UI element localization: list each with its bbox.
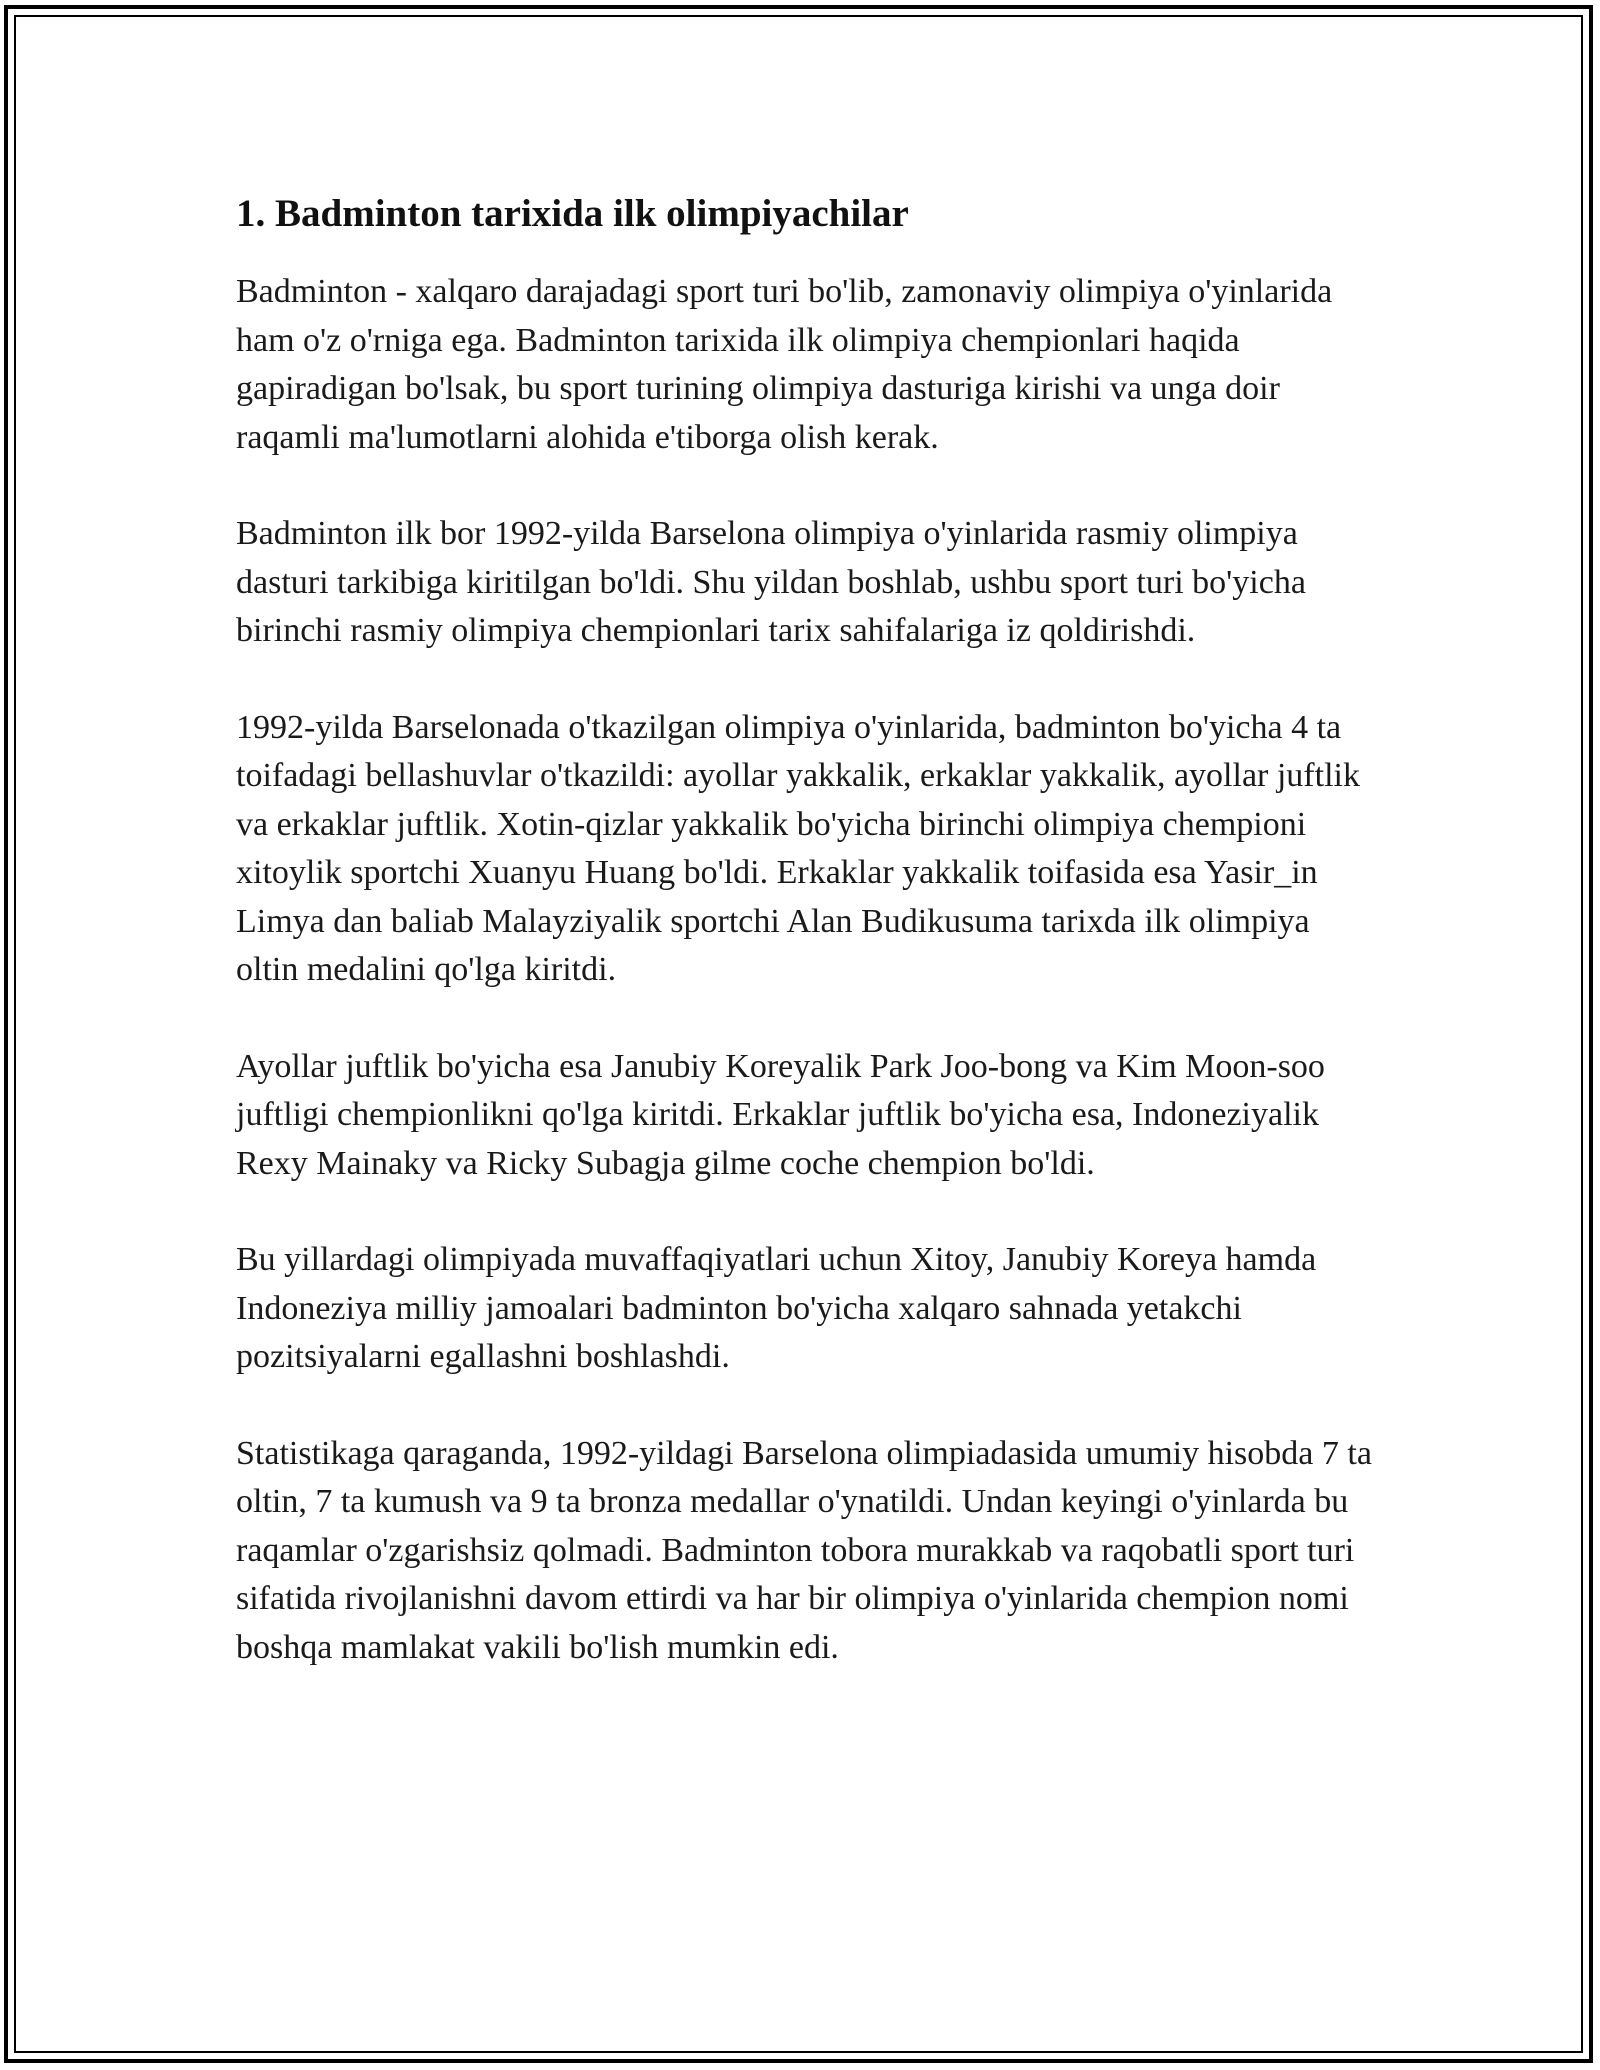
document-body [236,188,1376,1720]
paragraph: Statistikaga qaraganda, 1992-yildagi Barselona olimpiadasida umumiy hisobda 7 ta oltin, 7 ta kumush va 9 ta bronza medallar o'ynatildi. Undan keyingi o'yinlarda bu raqamlar o'zgarishsiz qolmadi. Badminton tobora murakkab va raqobatli sport turi sifatida rivojlanishni davom ettirdi va har bir olimpiya o'yinlarida chempion nomi boshqa mamlakat vakili bo'lish mumkin edi. [236,1434,1372,1666]
paragraph: 1992-yilda Barselonada o'tkazilgan olimpiya o'yinlarida, badminton bo'yicha 4 ta toifadagi bellashuvlar o'tkazildi: ayollar yakkalik, erkaklar yakkalik, ayollar juftlik va erkaklar juftlik. Xotin-qizlar yakkalik bo'yicha birinchi olimpiya chempioni xitoylik sportchi Xuanyu Huang bo'ldi. Erkaklar yakkalik toifasida esa Yasir_in Limya dan baliab Malayziyalik sportchi Alan Budikusuma tarixda ilk olimpiya oltin medalini qo'lga kiritdi. [236,708,1360,988]
document-title: 1. Badminton tarixida ilk olimpiyachilar [236,192,909,235]
paragraph: Ayollar juftlik bo'yicha esa Janubiy Koreyalik Park Joo-bong va Kim Moon-soo juftligi chempionlikni qo'lga kiritdi. Erkaklar juftlik bo'yicha esa, Indoneziyalik Rexy Mainaky va Ricky Subagja gilme coche chempion bo'ldi. [236,1047,1325,1182]
paragraph: Badminton - xalqaro darajadagi sport turi bo'lib, zamonaviy olimpiya o'yinlarida ham o'z o'rniga ega. Badminton tarixida ilk olimpiya chempionlari haqida gapiradigan bo'lsak, bu sport turining olimpiya dasturiga kirishi va unga doir raqamli ma'lumotlarni alohida e'tiborga olish kerak. [236,273,1333,456]
paragraph: Bu yillardagi olimpiyada muvaffaqiyatlari uchun Xitoy, Janubiy Koreya hamda Indoneziya milliy jamoalari badminton bo'yicha xalqaro sahnada yetakchi pozitsiyalarni egallashni boshlashdi. [236,1241,1317,1375]
paragraph: Badminton ilk bor 1992-yilda Barselona olimpiya o'yinlarida rasmiy olimpiya dasturi tarkibiga kiritilgan bo'ldi. Shu yildan boshlab, ushbu sport turi bo'yicha birinchi rasmiy olimpiya chempionlari tarix sahifalariga iz qoldirishdi. [236,515,1306,649]
